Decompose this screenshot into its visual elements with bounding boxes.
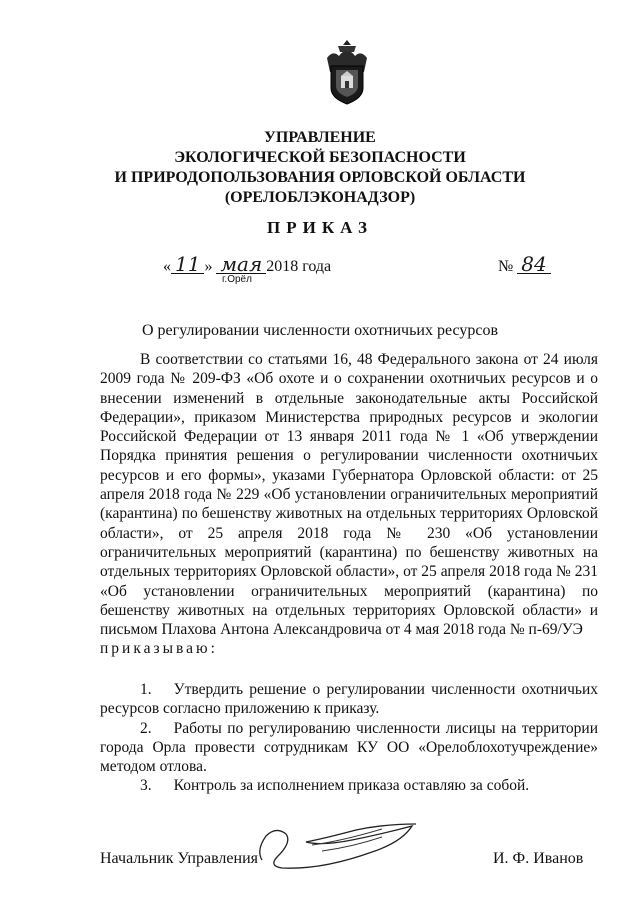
date-day: 11 [171,255,204,274]
signatory-position: Начальник Управления [100,850,258,867]
date-year: 2018 года [266,258,332,275]
preamble [100,350,598,659]
order-items [100,680,598,796]
order-subject: О регулировании численности охотничьих ресурсов [141,322,499,339]
date-close-quote: » [204,258,213,275]
document-type-title: ПРИКАЗ [267,218,373,237]
org-line: И ПРИРОДОПОЛЬЗОВАНИЯ ОРЛОВСКОЙ ОБЛАСТИ [114,169,526,186]
item-text: Контроль за исполнением приказа оставляю за собой. [173,777,530,795]
org-line: ЭКОЛОГИЧЕСКОЙ БЕЗОПАСНОСТИ [174,149,466,166]
item-number: 3. [140,777,152,795]
date-open-quote: « [163,258,171,275]
coat-of-arms-icon [322,38,372,106]
org-line: (ОРЕЛОБЛЭКОНАДЗОР) [224,189,416,206]
preamble-text: В соответствии со статьями 16, 48 Федерального закона от 24 июля 2009 года № 209-ФЗ «Об охоте и о сохранении охотничьих ресурсов и о внесении изменений в отдельные законодательные акты Российской Федерации», приказом Министерства природных ресурсов и экологии Российской Федерации от 13 января 2011 года № 1 «Об утверждении Порядка принятия решения о регулировании численности охотничьих ресурсов и его формы», указами Губернатора Орловской области: от 25 апреля 2018 года № 229 «Об установлении ограничительных мероприятий (карантина) по бешенству животных на отдельных территориях Орловской области», от 25 апреля 2018 года № 230 «Об установлении ограничительных мероприятий (карантина) по бешенству животных на отдельных территориях Орловской области», от 25 апреля 2018 года № 231 «Об установлении ограничительных мероприятий (карантина) по бешенству животных на отдельных территориях Орловской области» и письмом Плахова Антона Александровича от 4 мая 2018 года № п-69/УЭ [100,351,598,639]
organization-name [0,128,640,208]
item-text: Работы по регулированию численности лисицы на территории города Орла провести сотрудникам КУ ОО «Орелоблохотучреждение» методом отлова. [100,719,598,776]
preamble-paragraph [100,350,598,659]
number-label: № [498,258,514,275]
order-word: приказываю: [100,640,218,658]
signature-icon [252,815,442,877]
number-value: 84 [517,255,550,274]
order-item [100,680,598,719]
item-number: 1. [140,681,152,698]
order-date [163,252,332,276]
date-month: мая [216,255,266,274]
item-number: 2. [140,719,152,737]
order-item [100,776,598,795]
item-text: Утвердить решение о регулировании численности охотничьих ресурсов согласно приложению к приказу. [100,681,598,718]
order-number [498,252,551,276]
org-line: УПРАВЛЕНИЕ [264,129,376,146]
order-item [100,719,598,777]
signatory-name: И. Ф. Иванов [493,850,584,867]
city-label: г.Орёл [222,274,252,285]
